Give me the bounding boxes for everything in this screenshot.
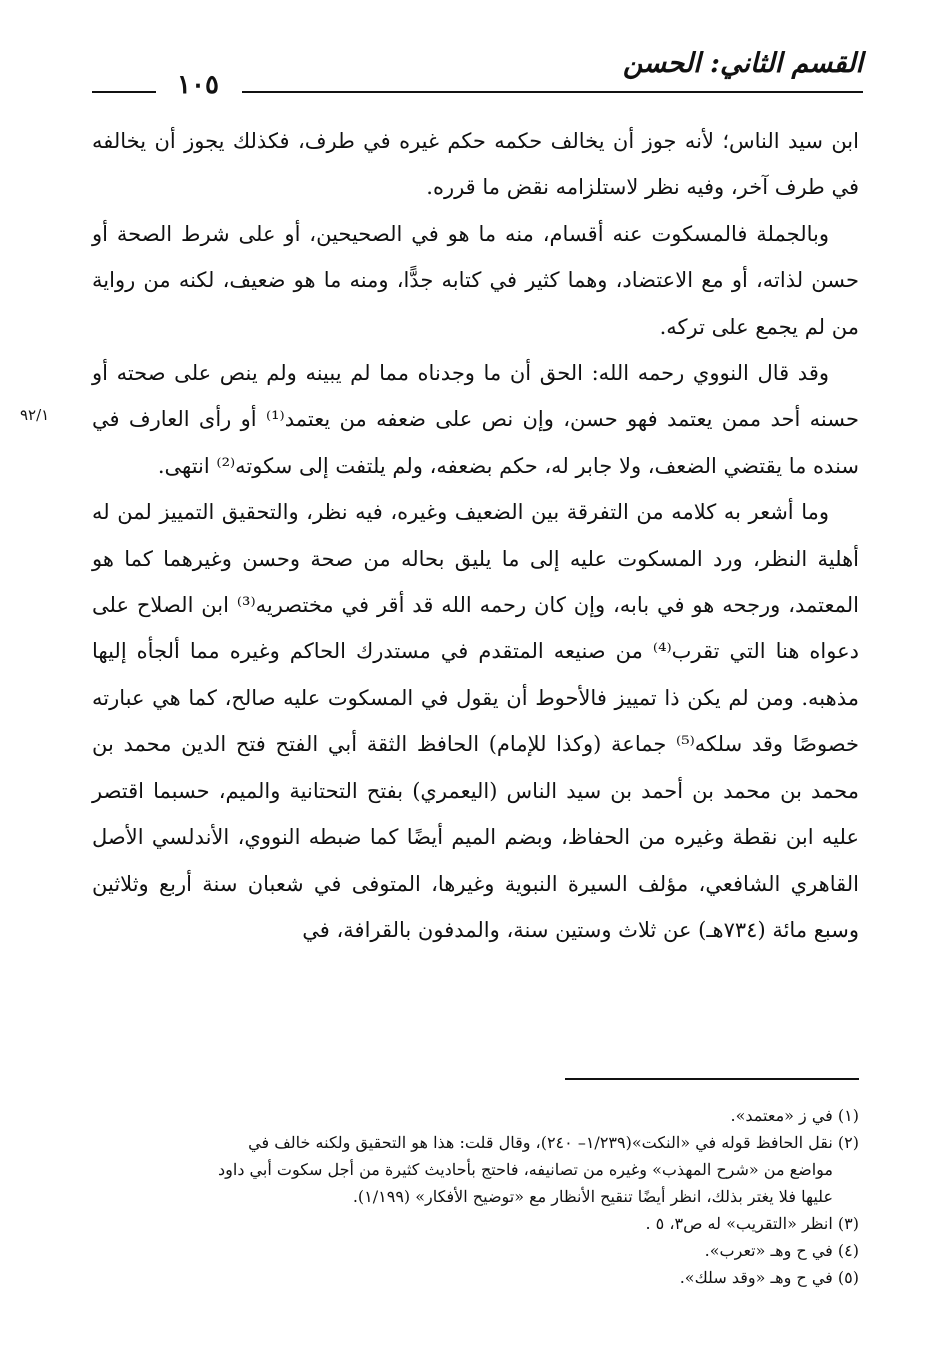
footnote-separator [565, 1078, 859, 1080]
footnote: (٢) نقل الحافظ قوله في «النكت»(١/٢٣٩– ٢٤٠)، وقال قلت: هذا هو التحقيق ولكنه خالف في [248, 1133, 859, 1152]
footnote: (٥) في ح وهـ «وقد سلك». [679, 1268, 859, 1287]
paragraph: وقد قال النووي رحمه الله: الحق أن ما وجدناه مما لم يبينه ولم ينص على صحته أو حسنه أحد ممن يعتمد فهو حسن، وإن نص على ضعفه من يعتمد⁽¹⁾ أو رأى العارف في سنده ما يقتضي الضعف، ولا جابر له، حكم بضعفه، ولم يلتفت إلى سكوته⁽²⁾ انتهى. [92, 361, 859, 478]
footnotes [92, 1102, 859, 1291]
paragraph: وما أشعر به كلامه من التفرقة بين الضعيف وغيره، فيه نظر، والتحقيق التمييز لمن له أهلية النظر، ورد المسكوت عليه إلى ما يليق بحاله من صحة وحسن وغيرهما كما هو المعتمد، ورجحه هو في بابه، وإن كان رحمه الله قد أقر في مختصريه⁽³⁾ ابن الصلاح على دعواه هنا التي تقرب⁽⁴⁾ من صنيعه المتقدم في مستدرك الحاكم وغيره مما ألجأه إليها مذهبه. ومن لم يكن ذا تمييز فالأحوط أن يقول في المسكوت عليه صالح، كما هي عبارته خصوصًا وقد سلكه⁽⁵⁾ جماعة (وكذا للإمام) الحافظ الثقة أبي الفتح فتح الدين محمد بن محمد بن محمد بن أحمد بن سيد الناس (اليعمري) بفتح التحتانية والميم، حسبما اقتصر عليه ابن نقطة وغيره من الحفاظ، وبضم الميم أيضًا كما ضبطه النووي، الأندلسي الأصل القاهري الشافعي، مؤلف السيرة النبوية وغيرها، المتوفى في شعبان سنة أربع وثلاثين وسبع مائة (٧٣٤هـ) عن ثلاث وستين سنة، والمدفون بالقرافة، في [92, 500, 859, 942]
footnote-continuation: عليها فلا يغتر بذلك، انظر أيضًا تنقيح الأنظار مع «توضيح الأفكار» (١/١٩٩). [352, 1187, 833, 1206]
footnote: (٤) في ح وهـ «تعرب». [704, 1241, 859, 1260]
page-number-rule [92, 91, 156, 93]
running-title: القسم الثاني: الحسن [622, 48, 863, 79]
main-text [92, 118, 859, 953]
footnote: (١) في ز «معتمد». [730, 1106, 859, 1125]
margin-reference: ٩٢/١ [20, 406, 50, 424]
paragraph: وبالجملة فالمسكوت عنه أقسام، منه ما هو في الصحيحين، أو على شرط الصحة أو حسن لذاته، أو مع الاعتضاد، وهما كثير في كتابه جدًّا، ومنه ما هو ضعيف، لكنه من رواية من لم يجمع على تركه. [92, 221, 859, 339]
page-number: ١٠٥ [177, 70, 219, 100]
footnote-continuation: مواضع من «شرح المهذب» وغيره من تصانيفه، فاحتج بأحاديث كثيرة من أجل سكوت أبي داود [218, 1160, 833, 1179]
paragraph: ابن سيد الناس؛ لأنه جوز أن يخالف حكمه حكم غيره في طرف، فكذلك يجوز أن يخالفه في طرف آخر، وفيه نظر لاستلزامه نقض ما قرره. [92, 129, 859, 200]
header-rule [242, 91, 863, 93]
footnote: (٣) انظر «التقريب» له ص٣، ٥ . [645, 1214, 859, 1233]
